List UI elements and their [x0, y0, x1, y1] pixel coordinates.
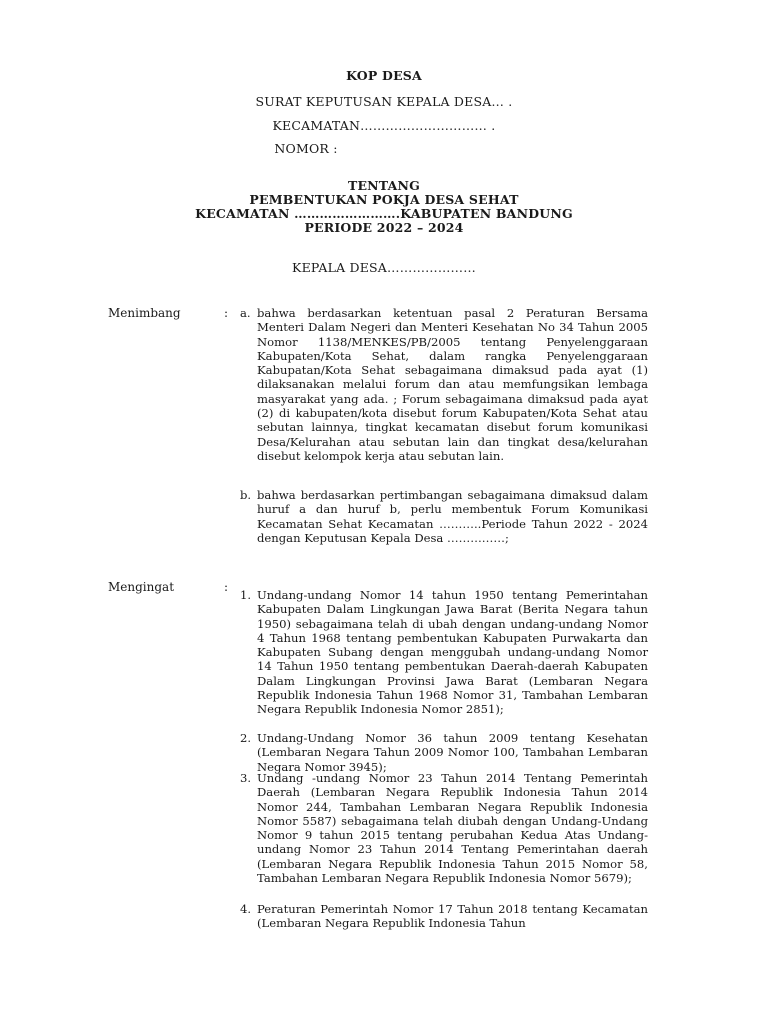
- item-text: Peraturan Pemerintah Nomor 17 Tahun 2018 tentang Kecamatan (Lembaran Negara Republik Indonesia Tahun: [257, 902, 648, 931]
- kepala-desa-heading: KEPALA DESA…………………: [292, 260, 476, 275]
- kop-desa: KOP DESA: [346, 68, 422, 83]
- item-marker: 4.: [240, 902, 252, 916]
- item-marker: a.: [240, 306, 251, 320]
- title-pembentukan: PEMBENTUKAN POKJA DESA SEHAT: [249, 192, 519, 207]
- menimbang-item-a: [240, 306, 648, 463]
- mengingat-item-2: [240, 731, 648, 774]
- mengingat-item-1: [240, 588, 648, 717]
- item-text: Undang-Undang Nomor 36 tahun 2009 tentang Kesehatan (Lembaran Negara Tahun 2009 Nomor 100, Tambahan Lembaran Negara Nomor 3945);: [257, 731, 648, 774]
- mengingat-label: Mengingat: [108, 580, 175, 594]
- item-marker: 2.: [240, 731, 252, 745]
- nomor-line: NOMOR :: [274, 141, 338, 156]
- item-marker: 1.: [240, 588, 252, 602]
- item-marker: b.: [240, 488, 252, 502]
- mengingat-colon: :: [224, 580, 229, 594]
- menimbang-colon: :: [224, 306, 229, 320]
- menimbang-item-b: [240, 488, 648, 545]
- title-periode: PERIODE 2022 – 2024: [304, 220, 464, 235]
- title-tentang: TENTANG: [347, 178, 421, 193]
- kecamatan-line: KECAMATAN………………………… .: [272, 118, 496, 133]
- item-text: Undang -undang Nomor 23 Tahun 2014 Tentang Pemerintah Daerah (Lembaran Negara Republik Indonesia Tahun 2014 Nomor 244, Tambahan Lembaran Negara Republik Indonesia Nomor 5587) sebagaimana telah diubah dengan Undang-Undang Nomor 9 tahun 2015 tentang perubahan Kedua Atas Undang-undang Nomor 23 Tahun 2014 Tentang Pemerintahan daerah (Lembaran Negara Republik Indonesia Tahun 2015 Nomor 58, Tambahan Lembaran Negara Republik Indonesia Nomor 5679);: [257, 771, 648, 886]
- mengingat-item-4: [240, 902, 648, 931]
- surat-keputusan-title: SURAT KEPUTUSAN KEPALA DESA… .: [255, 94, 513, 109]
- mengingat-item-3: [240, 771, 648, 885]
- title-kecamatan-kabupaten: KECAMATAN …………………….KABUPATEN BANDUNG: [195, 206, 573, 221]
- menimbang-label: Menimbang: [108, 306, 181, 320]
- item-text: Undang-undang Nomor 14 tahun 1950 tentang Pemerintahan Kabupaten Dalam Lingkungan Jawa Barat (Berita Negara tahun 1950) sebagaimana telah di ubah dengan undang-undang Nomor 4 Tahun 1968 tentang pembentukan Kabupaten Purwakarta dan Kabupaten Subang dengan menggubah undang-undang Nomor 14 Tahun 1950 tentang pembentukan Daerah-daerah Kabupaten Dalam Lingkungan Provinsi Jawa Barat (Lembaran Negara Republik Indonesia Tahun 1968 Nomor 31, Tambahan Lembaran Negara Republik Indonesia Nomor 2851);: [257, 588, 648, 717]
- item-text: bahwa berdasarkan pertimbangan sebagaimana dimaksud dalam huruf a dan huruf b, perlu membentuk Forum Komunikasi Kecamatan Sehat Kecamatan ………..Periode Tahun 2022 - 2024 dengan Keputusan Kepala Desa ……………;: [257, 488, 648, 545]
- item-text: bahwa berdasarkan ketentuan pasal 2 Peraturan Bersama Menteri Dalam Negeri dan Menteri Kesehatan No 34 Tahun 2005 Nomor 1138/MENKES/PB/2005 tentang Penyelenggaraan Kabupaten/Kota Sehat, dalam rangka Penyelenggaraan Kabupatan/Kota Sehat sebagaimana dimaksud pada ayat (1) dilaksanakan melalui forum dan atau memfungsikan lembaga masyarakat yang ada. ; Forum sebagaimana dimaksud pada ayat (2) di kabupaten/kota disebut forum Kabupaten/Kota Sehat atau sebutan lainnya, tingkat kecamatan disebut forum komunikasi Desa/Kelurahan atau sebutan lain dan tingkat desa/kelurahan disebut kelompok kerja atau sebutan lain.: [257, 306, 648, 463]
- item-marker: 3.: [240, 771, 252, 785]
